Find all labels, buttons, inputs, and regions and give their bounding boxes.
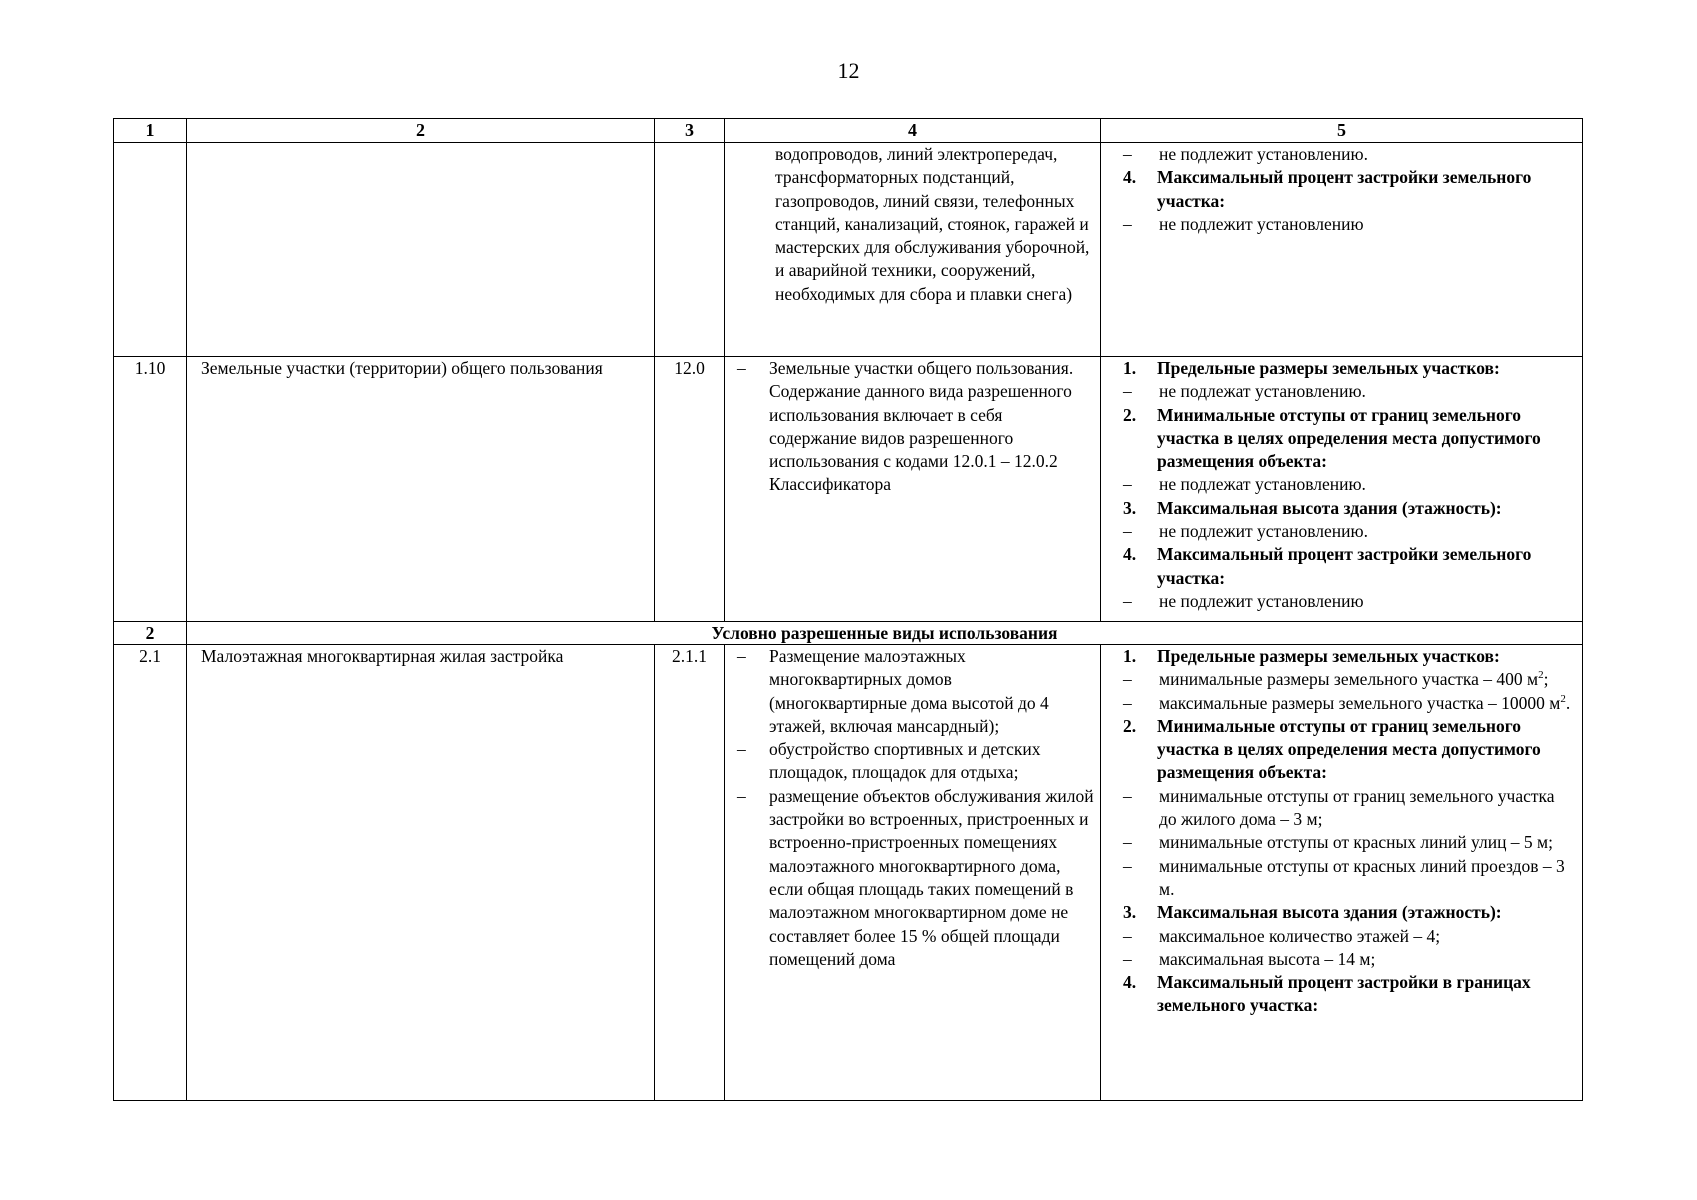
parameter-heading: 3. Максимальная высота здания (этажность):	[1123, 497, 1502, 518]
parameter-item: – максимальная высота – 14 м;	[1113, 948, 1574, 971]
description-item: – размещение объектов обслуживания жилой застройки во встроенных, пристроенных и встроенно-пристроенных помещениях малоэтажного многоквартирного дома, если общая площадь таких помещений в малоэтажном многоквартирном доме не составляет более 15 % общей площади помещений дома	[725, 785, 1100, 971]
cell-code: 12.0	[655, 357, 725, 622]
parameter-heading: 1. Предельные размеры земельных участков:	[1123, 358, 1500, 378]
page-number: 12	[837, 58, 860, 83]
cell-number	[114, 143, 187, 357]
section-number: 2	[114, 622, 187, 645]
table-row-continuation	[114, 143, 1583, 357]
parameter-heading: 4. Максимальный процент застройки земельного участка:	[1123, 544, 1532, 588]
cell-code	[655, 143, 725, 357]
parameter-item: – не подлежит установлению	[1113, 213, 1574, 236]
parameter-heading: 1. Предельные размеры земельных участков:	[1123, 646, 1500, 666]
description-item: – обустройство спортивных и детских площадок, площадок для отдыха;	[725, 738, 1100, 785]
column-header-3: 3	[655, 119, 725, 143]
description-item: – Размещение малоэтажных многоквартирных домов (многоквартирные дома высотой до 4 этажей, включая мансардный);	[725, 645, 1100, 738]
parameter-heading: 3. Максимальная высота здания (этажность):	[1123, 902, 1502, 923]
cell-description	[725, 645, 1101, 1101]
description-item: – Земельные участки общего пользования. Содержание данного вида разрешенного использования включает в себя содержание видов разрешенного использования с кодами 12.0.1 – 12.0.2 Классификатора	[725, 357, 1100, 497]
parameter-heading: 4. Максимальный процент застройки в границах земельного участка:	[1123, 972, 1531, 1016]
cell-parameters	[1101, 645, 1583, 1101]
column-header-2: 2	[187, 119, 655, 143]
cell-name: Земельные участки (территории) общего пользования	[187, 357, 655, 622]
column-header-4: 4	[725, 119, 1101, 143]
cell-parameters	[1101, 143, 1583, 357]
parameter-heading: 4. Максимальный процент застройки земельного участка:	[1123, 167, 1532, 211]
cell-name: Малоэтажная многоквартирная жилая застройка	[187, 645, 655, 1101]
parameter-item: – не подлежат установлению.	[1113, 380, 1574, 403]
section-row-2	[114, 622, 1583, 645]
parameter-heading: 2. Минимальные отступы от границ земельного участка в целях определения места допустимого размещения объекта:	[1123, 715, 1541, 783]
parameter-item: – не подлежат установлению.	[1113, 473, 1574, 496]
parameter-item: – минимальные отступы от красных линий улиц – 5 м;	[1113, 831, 1574, 854]
parameter-item: – минимальные размеры земельного участка – 400 $м^2$;	[1113, 668, 1574, 691]
table-row-1-10	[114, 357, 1583, 622]
cell-number: 1.10	[114, 357, 187, 622]
zoning-table	[113, 118, 1583, 1101]
table-header-row	[114, 119, 1583, 143]
cell-number: 2.1	[114, 645, 187, 1101]
cell-name	[187, 143, 655, 357]
parameter-item: – минимальные отступы от границ земельного участка до жилого дома – 3 м;	[1113, 785, 1574, 832]
parameter-item: – не подлежит установлению.	[1113, 520, 1574, 543]
description-text: водопроводов, линий электропередач, трансформаторных подстанций, газопроводов, линий связи, телефонных станций, канализаций, стоянок, гаражей и мастерских для обслуживания уборочной, и аварийной техники, сооружений, необходимых для сбора и плавки снега)	[775, 144, 1090, 304]
cell-description	[725, 143, 1101, 357]
table-row-2-1	[114, 645, 1583, 1101]
parameter-item: – максимальное количество этажей – 4;	[1113, 925, 1574, 948]
cell-description	[725, 357, 1101, 622]
parameter-heading: 2. Минимальные отступы от границ земельного участка в целях определения места допустимого размещения объекта:	[1123, 404, 1541, 472]
section-title: Условно разрешенные виды использования	[187, 622, 1583, 645]
column-header-1: 1	[114, 119, 187, 143]
parameter-item: – максимальные размеры земельного участка – 10000 $м^2$.	[1113, 692, 1574, 715]
parameter-item: – минимальные отступы от красных линий проездов – 3 м.	[1113, 855, 1574, 902]
cell-parameters	[1101, 357, 1583, 622]
column-header-5: 5	[1101, 119, 1583, 143]
cell-code: 2.1.1	[655, 645, 725, 1101]
parameter-item: – не подлежит установлению	[1113, 590, 1574, 613]
parameter-item: – не подлежит установлению.	[1113, 143, 1574, 166]
